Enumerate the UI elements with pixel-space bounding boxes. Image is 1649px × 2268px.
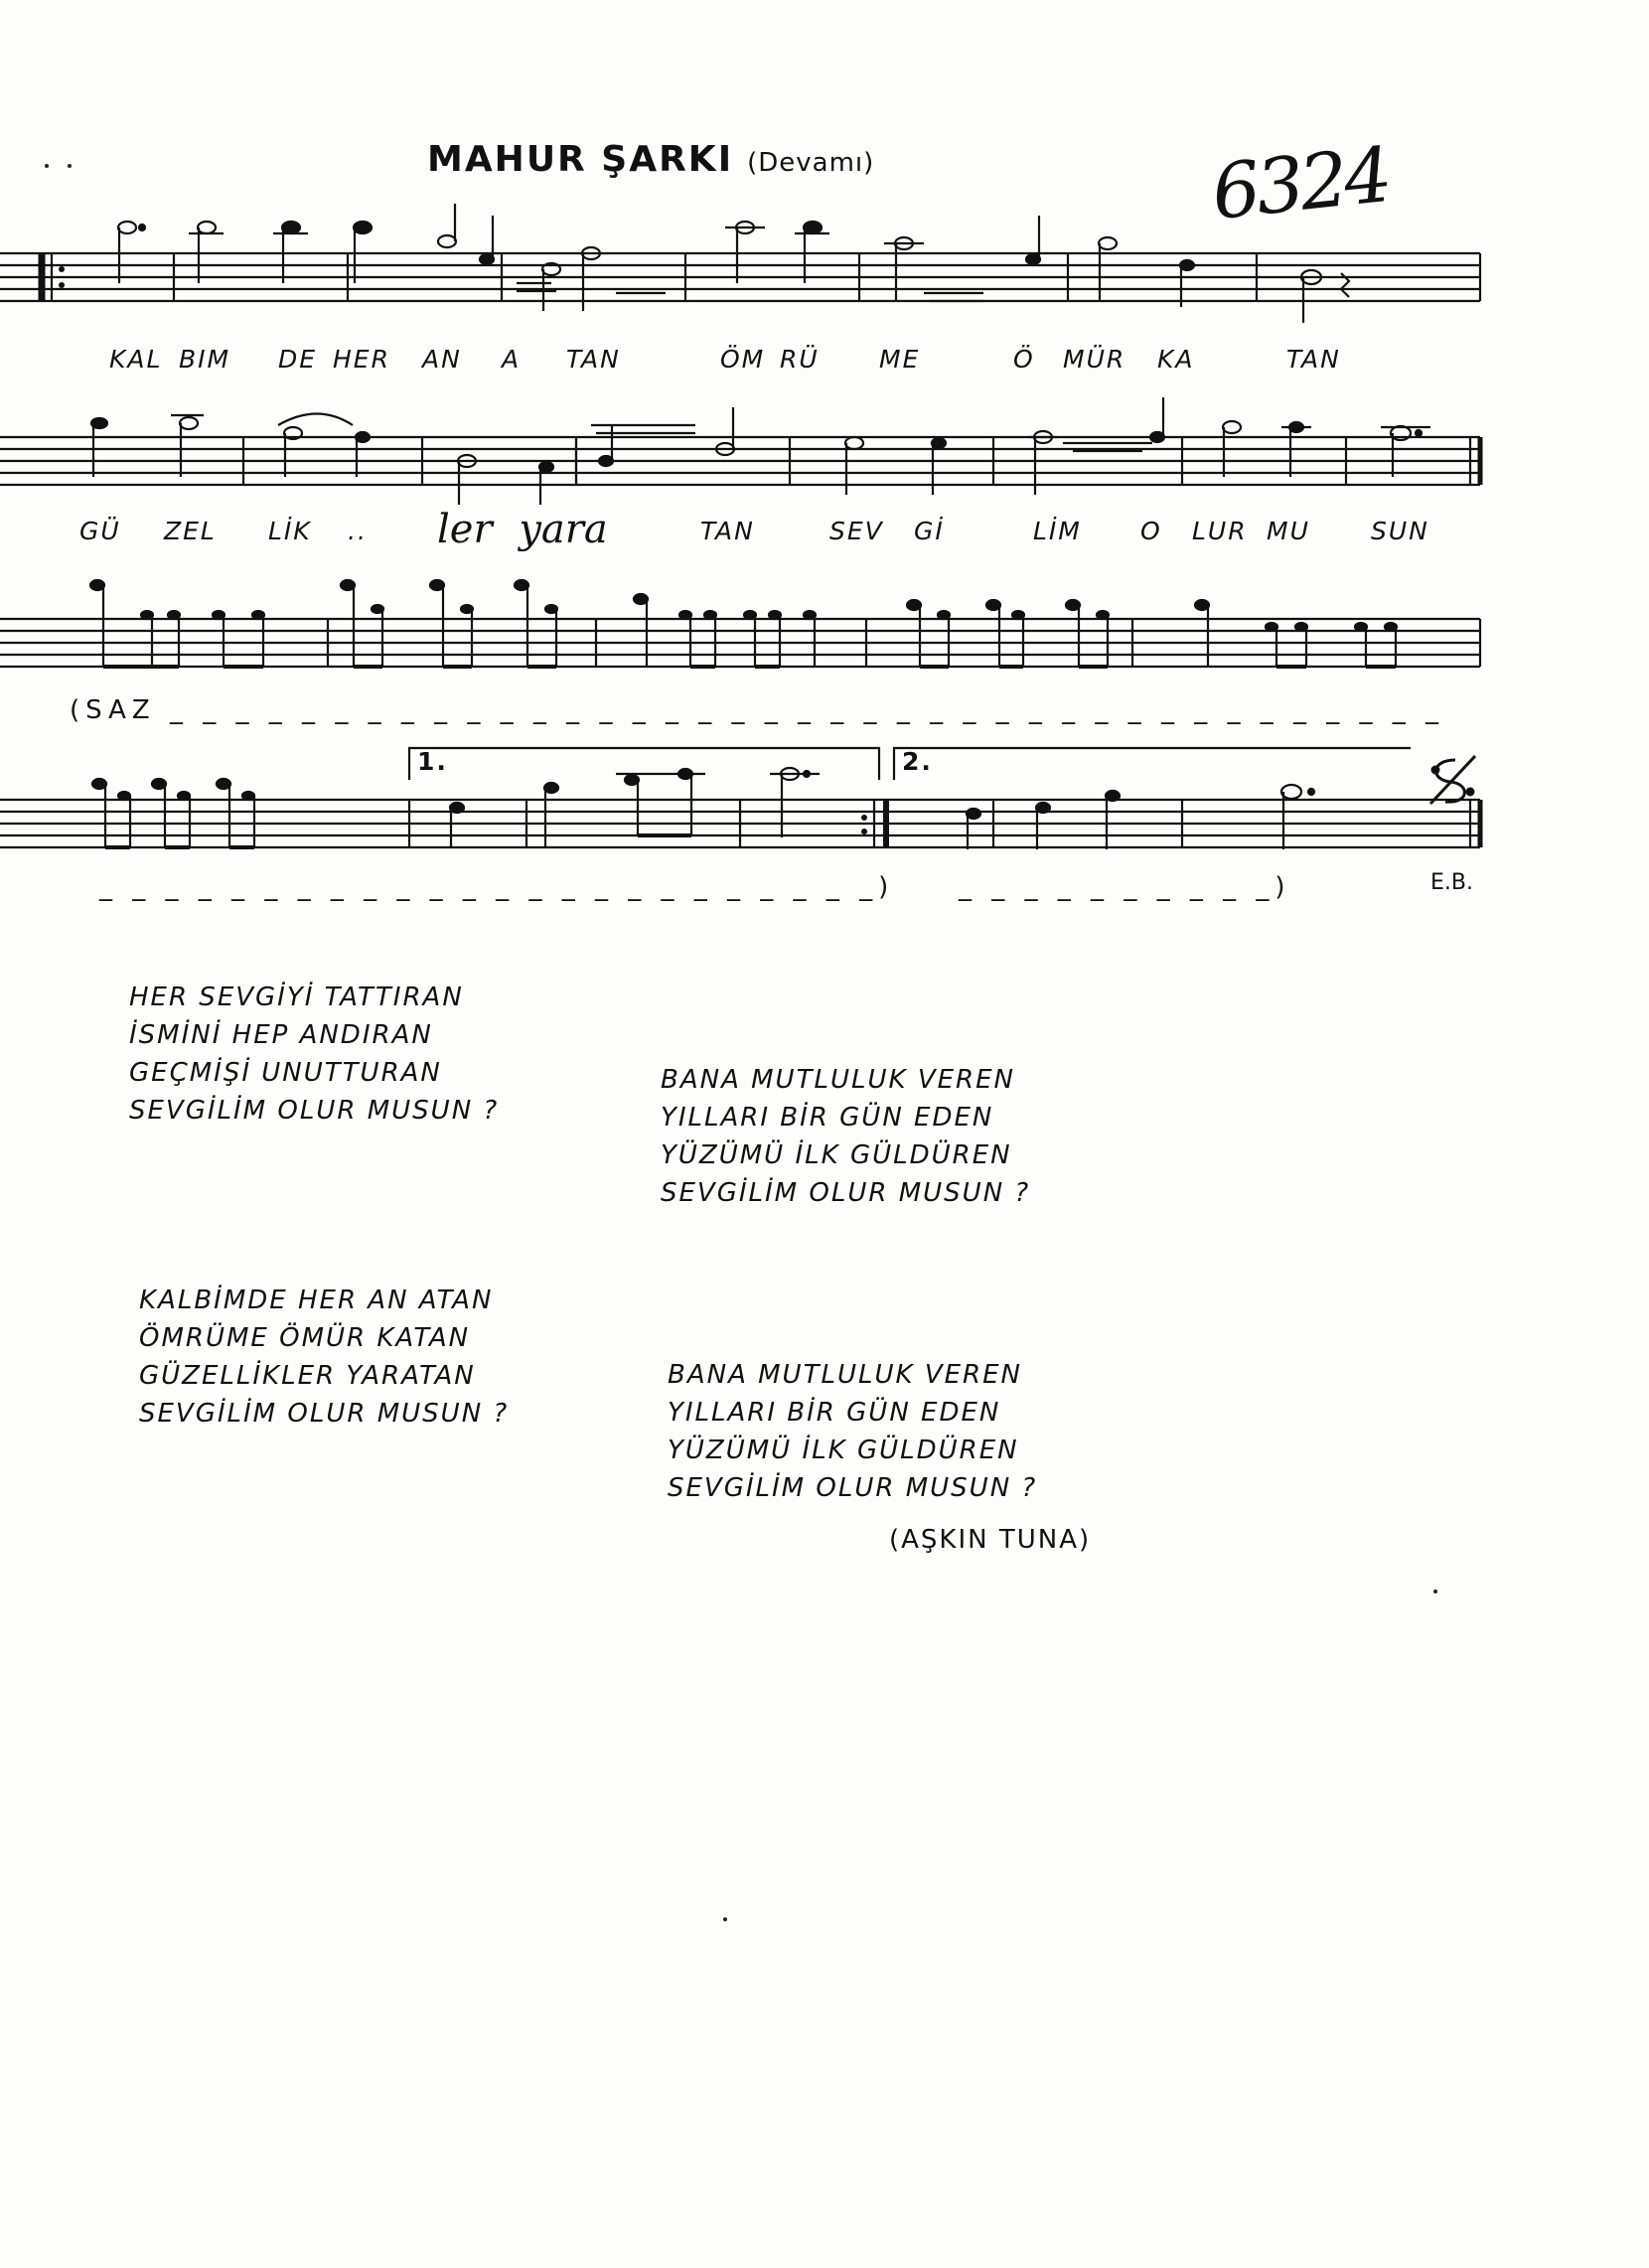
- syllable: LİK: [268, 517, 312, 545]
- syllable: TAN: [700, 517, 755, 545]
- staff-line-2: [0, 397, 1649, 536]
- syllable: Ö: [1013, 345, 1035, 374]
- syllable: TAN: [566, 345, 621, 374]
- syllable: BIM: [179, 345, 231, 374]
- syllable: SEV: [829, 517, 884, 545]
- syllable: O: [1140, 517, 1162, 545]
- close-paren: ): [878, 872, 895, 902]
- syllable: DE: [278, 345, 318, 374]
- initials: E.B.: [1430, 870, 1473, 895]
- staff-line-4: [0, 740, 1649, 889]
- saz-continuation-1: [99, 872, 894, 902]
- song-title: [427, 139, 874, 180]
- verse-line: BANA MUTLULUK VEREN: [661, 1065, 1015, 1095]
- syllable: RÜ: [780, 345, 820, 374]
- handwritten-syllable: ler: [437, 507, 493, 552]
- syllable: HER: [333, 345, 390, 374]
- syllable: LUR: [1192, 517, 1248, 545]
- verse-line: ÖMRÜME ÖMÜR KATAN: [139, 1323, 471, 1353]
- verse-line: SEVGİLİM OLUR MUSUN ?: [129, 1096, 500, 1126]
- syllable: GÜ: [79, 517, 121, 545]
- ending-1-label: 1.: [417, 747, 448, 776]
- verse-line: YILLARI BİR GÜN EDEN: [668, 1398, 1001, 1428]
- dash-line: _ _ _ _ _ _ _ _ _ _ _ _ _ _ _ _ _ _ _ _ _ _ _ _: [99, 872, 879, 902]
- scan-speck: [723, 1917, 727, 1921]
- syllable: ZEL: [164, 517, 217, 545]
- verse-line: YILLARI BİR GÜN EDEN: [661, 1103, 994, 1133]
- verse-1: [129, 979, 499, 1130]
- verse-line: KALBİMDE HER AN ATAN: [139, 1285, 494, 1315]
- syllable: KAL: [109, 345, 163, 374]
- scan-speck: [45, 164, 49, 168]
- syllable: KA: [1157, 345, 1195, 374]
- syllable: MU: [1267, 517, 1310, 545]
- segno-icon: [1430, 756, 1475, 804]
- handwritten-lyrics: [437, 507, 608, 552]
- verse-line: SEVGİLİM OLUR MUSUN ?: [139, 1399, 510, 1429]
- close-paren: ): [1274, 872, 1291, 902]
- verse-line: BANA MUTLULUK VEREN: [668, 1360, 1022, 1390]
- ending-2-label: 2.: [902, 747, 933, 776]
- syllable: SUN: [1371, 517, 1429, 545]
- dash-line: _ _ _ _ _ _ _ _ _ _ _ _ _ _ _ _ _ _ _ _ _ _ _ _ _ _ _ _ _ _ _ _ _ _ _ _ _ _ _: [155, 695, 1445, 725]
- dash-line: _ _ _ _ _ _ _ _ _ _: [959, 872, 1275, 902]
- scan-speck: [1433, 1589, 1437, 1593]
- verse-line: SEVGİLİM OLUR MUSUN ?: [668, 1473, 1038, 1503]
- verse-line: İSMİNİ HEP ANDIRAN: [129, 1020, 433, 1050]
- syllable: A: [502, 345, 522, 374]
- verse-line: GEÇMİŞİ UNUTTURAN: [129, 1058, 442, 1088]
- handwritten-syllable: ra: [564, 507, 608, 552]
- verse-line: SEVGİLİM OLUR MUSUN ?: [661, 1178, 1031, 1208]
- verse-line: YÜZÜMÜ İLK GÜLDÜREN: [661, 1140, 1012, 1170]
- saz-continuation-2: [959, 872, 1291, 902]
- syllable: ÖM: [720, 345, 766, 374]
- verse-3: [139, 1282, 509, 1433]
- title-text: MAHUR ŞARKI: [427, 139, 734, 180]
- catalog-number: 6324: [1207, 129, 1393, 237]
- saz-label: (SAZ: [70, 695, 156, 725]
- lyricist-credit: (AŞKIN TUNA): [889, 1525, 1092, 1555]
- verse-line: GÜZELLİKLER YARATAN: [139, 1361, 476, 1391]
- verse-line: HER SEVGİYİ TATTIRAN: [129, 983, 464, 1012]
- verse-2: [661, 1061, 1030, 1212]
- saz-instruction: [70, 695, 1444, 725]
- syllable: ME: [879, 345, 921, 374]
- handwritten-syllable: ya: [519, 507, 565, 552]
- syllable: Gİ: [914, 517, 945, 545]
- verse-4: [668, 1356, 1037, 1507]
- syllable: LİM: [1033, 517, 1082, 545]
- syllable: MÜR: [1063, 345, 1126, 374]
- continuation-label: (Devamı): [747, 148, 875, 178]
- scan-speck: [68, 164, 72, 168]
- staff-line-3: [0, 571, 1649, 690]
- syllable: TAN: [1286, 345, 1341, 374]
- syllable: AN: [422, 345, 462, 374]
- syllable: ..: [348, 517, 368, 545]
- staff-line-1: [0, 204, 1649, 343]
- verse-line: YÜZÜMÜ İLK GÜLDÜREN: [668, 1436, 1019, 1465]
